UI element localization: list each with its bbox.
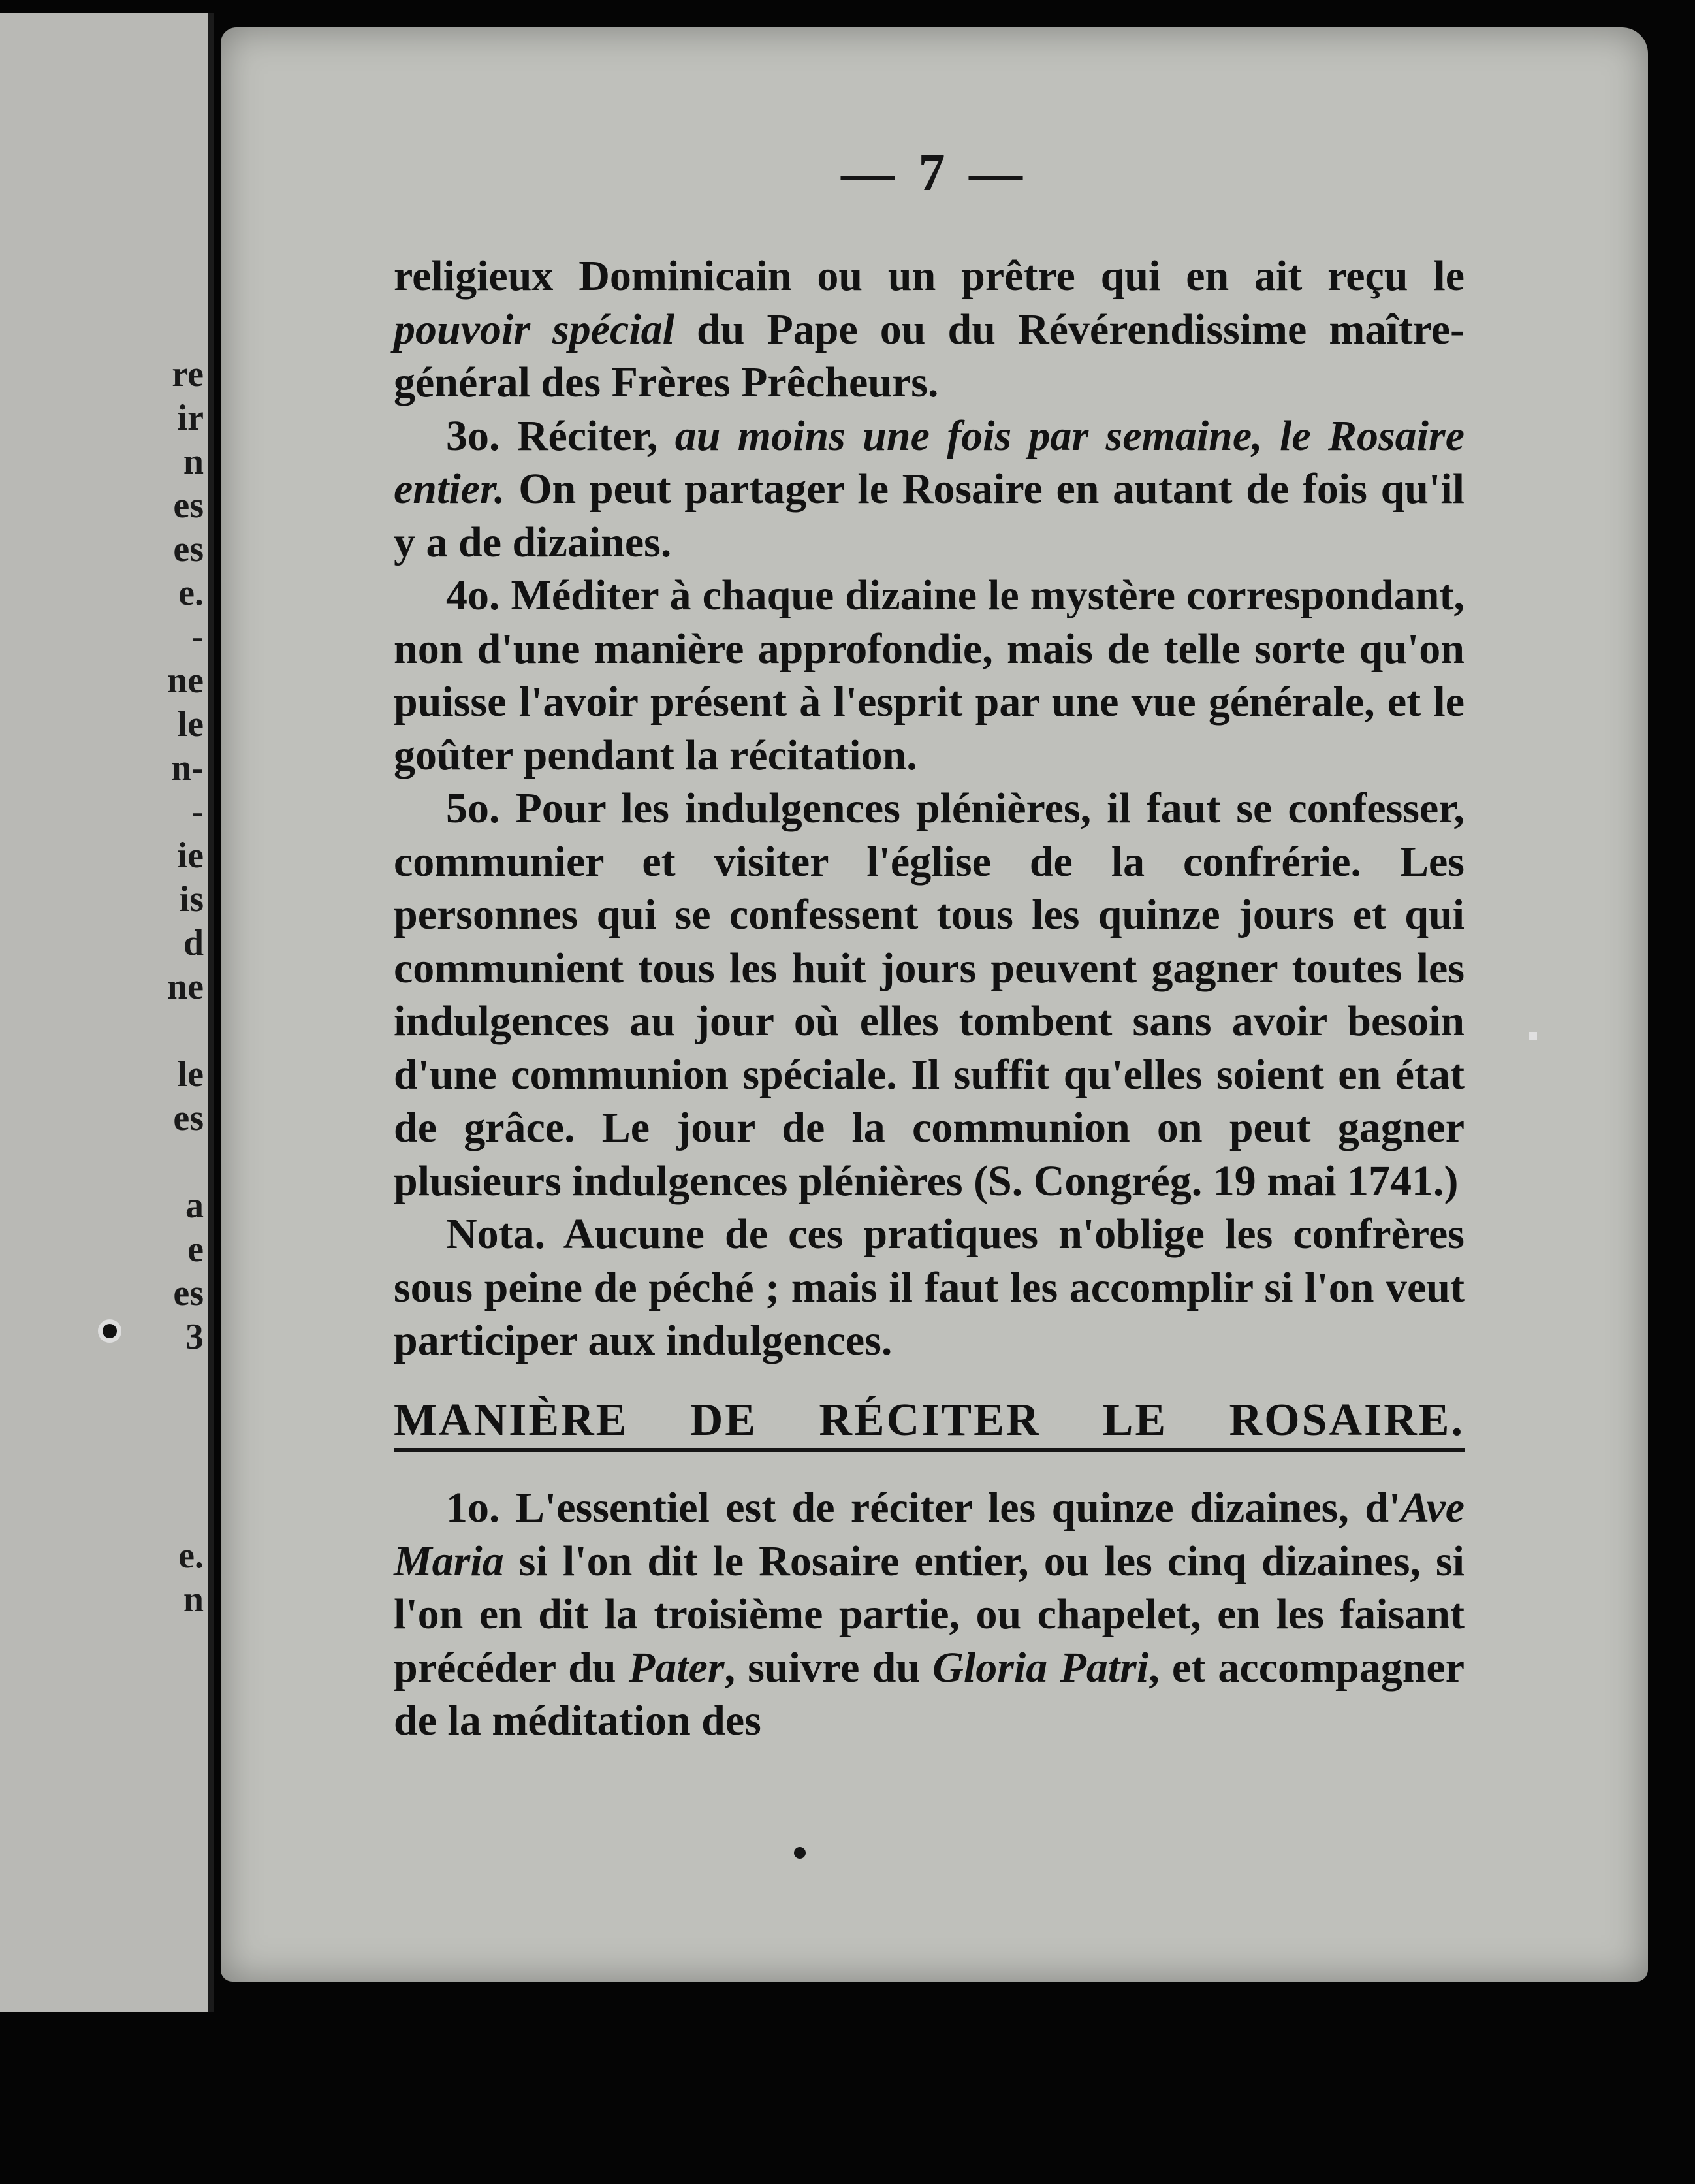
page-body bbox=[394, 249, 1465, 1748]
paragraph bbox=[394, 1208, 1465, 1368]
text-run: 5o. Pour les indulgences plénières, il faut se confesser, communier et visiter l'église de la confrérie. Les personnes qui se confessent tous les quinze jours et qui communient tous les huit jours peuvent gagner toutes les indulgences au jour où elles tombent sans avoir besoin d'une communion spéciale. Il suffit qu'elles soient en état de grâce. Le jour de la communion on peut gagner plusieurs indulgences plénières (S. Congrég. 19 mai 1741.) bbox=[394, 784, 1465, 1205]
scan-speck bbox=[1529, 1032, 1537, 1040]
margin-fragment: a bbox=[185, 1185, 204, 1226]
italic-text: Pater bbox=[628, 1643, 725, 1692]
margin-fragment: d bbox=[183, 923, 204, 963]
page-number: — 7 — bbox=[841, 142, 1028, 202]
margin-fragment bbox=[165, 1490, 204, 1534]
margin-fragment: es bbox=[173, 1098, 204, 1138]
margin-fragment: - bbox=[191, 617, 204, 657]
margin-fragment: ir bbox=[177, 398, 204, 438]
text-run: religieux Dominicain ou un prêtre qui en ait reçu le bbox=[394, 252, 1465, 300]
text-run: du Pape ou du Révérendissime maître-général des Frères Prêcheurs. bbox=[394, 305, 1465, 406]
margin-fragment bbox=[165, 1359, 204, 1403]
margin-fragment: is bbox=[179, 879, 204, 920]
margin-fragment: n bbox=[183, 442, 204, 482]
paragraph bbox=[394, 782, 1465, 1208]
paragraph bbox=[394, 569, 1465, 782]
margin-fragment: n bbox=[183, 1579, 204, 1620]
text-run: , et accompagner de la méditation des bbox=[394, 1643, 1465, 1744]
text-run: , suivre du bbox=[724, 1643, 933, 1692]
margin-fragment: 3 bbox=[185, 1317, 204, 1357]
ink-dot bbox=[794, 1847, 806, 1859]
section-paragraph-list bbox=[394, 1481, 1465, 1748]
italic-text: Gloria Patri bbox=[932, 1643, 1149, 1692]
italic-text: pouvoir spécial bbox=[394, 305, 674, 353]
margin-fragment: ne bbox=[167, 660, 204, 701]
margin-fragment: - bbox=[191, 792, 204, 832]
margin-fragment bbox=[165, 1009, 204, 1053]
margin-fragment: es bbox=[173, 529, 204, 570]
text-run: 3o. Réciter, bbox=[446, 411, 675, 460]
margin-fragment: e. bbox=[178, 573, 204, 613]
margin-fragment: n- bbox=[171, 748, 204, 788]
book-page bbox=[221, 27, 1648, 1982]
margin-fragment: ie bbox=[177, 835, 204, 876]
italic-text: au moins une fois par semaine, le Rosaire entier. bbox=[394, 411, 1465, 513]
margin-fragment bbox=[165, 1140, 204, 1184]
margin-fragment: e. bbox=[178, 1535, 204, 1576]
margin-fragment bbox=[165, 1403, 204, 1447]
paragraph bbox=[394, 1481, 1465, 1748]
italic-text: Ave Maria bbox=[394, 1484, 1465, 1585]
margin-fragment: ne bbox=[167, 967, 204, 1007]
binding-hole bbox=[98, 1319, 121, 1343]
margin-fragment: le bbox=[177, 1054, 204, 1095]
text-run: si l'on dit le Rosaire entier, ou les cinq dizaines, si l'on en dit la troisième partie, ou chapelet, en les faisant précéder du bbox=[394, 1537, 1465, 1692]
margin-fragment: es bbox=[173, 485, 204, 526]
margin-fragment bbox=[165, 1447, 204, 1490]
facing-page-margin-text bbox=[165, 353, 204, 1622]
facing-page-fragment bbox=[0, 13, 214, 2012]
margin-fragment: re bbox=[172, 354, 204, 394]
paragraph-list bbox=[394, 249, 1465, 1368]
section-title: MANIÈRE DE RÉCITER LE ROSAIRE. bbox=[394, 1394, 1465, 1453]
margin-fragment: le bbox=[177, 704, 204, 745]
text-run: On peut partager le Rosaire en autant de fois qu'il y a de dizaines. bbox=[394, 465, 1465, 566]
margin-fragment: es bbox=[173, 1273, 204, 1313]
text-run: 4o. Méditer à chaque dizaine le mystère correspondant, non d'une manière approfondie, mais de telle sorte qu'on puisse l'avoir présent à l'esprit par une vue générale, et le goûter pendant la récitation. bbox=[394, 571, 1465, 779]
paragraph bbox=[394, 410, 1465, 570]
margin-fragment: e bbox=[187, 1229, 204, 1270]
text-run: Nota. Aucune de ces pratiques n'oblige les confrères sous peine de péché ; mais il faut les accomplir si l'on veut participer aux indulgences. bbox=[394, 1210, 1465, 1364]
text-run: 1o. L'essentiel est de réciter les quinze dizaines, d' bbox=[446, 1484, 1401, 1532]
paragraph bbox=[394, 249, 1465, 410]
